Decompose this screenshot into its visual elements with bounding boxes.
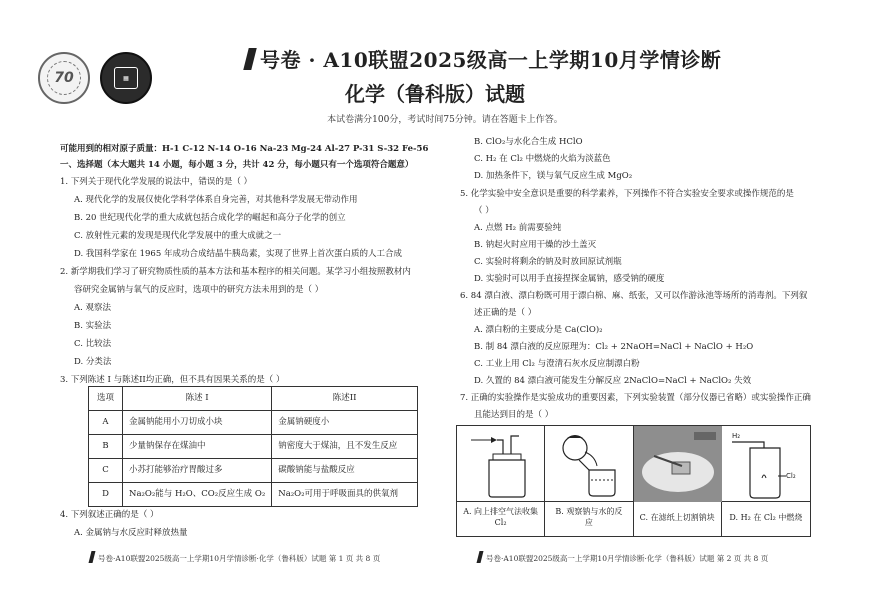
hydrogen-chlorine-burning-figure [722,426,810,502]
question-6-option-b: B. 制 84 漂白液的反应原理为：Cl₂ + 2NaOH=NaCl + NaClO + H₂O [474,342,754,352]
gas-bottle-figure [457,426,544,502]
footer-right: 号卷·A10联盟2025级高一上学期10月学情诊断·化学（鲁科版）试题 第 2 页 共 8 页 [478,551,768,564]
figure-a [457,426,545,536]
figure-c-caption: C. 在滤纸上切割钠块 [639,513,715,522]
table-header-row [89,387,418,411]
table-row [89,411,418,435]
exam-title: 号卷 · A10联盟2025级高一上学期10月学情诊断 [246,44,646,73]
table-header-cell: 选项 [89,387,123,411]
figure-d-caption: D. H₂ 在 Cl₂ 中燃烧 [729,513,803,522]
question-2-option-b: B. 实验法 [74,321,112,331]
table-cell: Na₂O₂能与 H₂O、CO₂反应生成 O₂ [123,483,272,507]
title-text: A10联盟2025级高一上学期10月学情诊断 [323,48,722,72]
footer-brand-mark-icon [477,551,484,563]
question-3-table [88,386,418,507]
brand-name: 号卷 [260,48,301,72]
sodium-cutting-photo [634,426,721,502]
question-1-stem: 1. 下列关于现代化学发展的说法中，错误的是（ ） [60,177,253,187]
table-cell: 小苏打能够治疗胃酸过多 [123,459,272,483]
figure-b [545,426,633,536]
h2-label: H₂ [731,432,740,440]
table-header-cell: 陈述II [272,387,418,411]
question-4-option-c: C. H₂ 在 Cl₂ 中燃烧的火焰为淡蓝色 [474,154,611,164]
question-6-option-a: A. 漂白粉的主要成分是 Ca(ClO)₂ [474,325,603,335]
table-header-cell: 陈述 I [123,387,272,411]
education-seal-logo: ▦ [100,52,152,104]
question-1-option-b: B. 20 世纪现代化学的重大成就包括合成化学的崛起和高分子化学的创立 [74,213,346,223]
table-cell: 钠密度大于煤油，且不发生反应 [272,435,418,459]
question-5-option-c: C. 实验时将剩余的钠及时放回原试剂瓶 [474,257,622,267]
question-7-stem-line2: 且能达到目的是（ ） [474,410,554,420]
exam-subtitle: 化学（鲁科版）试题 [345,82,525,106]
table-cell: 金属钠硬度小 [272,411,418,435]
question-7-figures [456,425,811,537]
figure-b-caption: B. 观察钠与水的反 应 [555,507,623,528]
question-5-stem-line2: （ ） [474,206,494,216]
question-2-stem-line2: 容研究金属钠与氧气的反应时，选项中的研究方法未用到的是（ ） [74,285,324,295]
question-2-option-a: A. 观察法 [74,303,112,313]
question-6-option-d: D. 久置的 84 漂白液可能发生分解反应 2NaClO=NaCl + NaClO₂ 失效 [474,376,752,386]
school-seal-logo: 70 [38,52,90,104]
logo-group [38,52,152,104]
table-row [89,459,418,483]
table-cell: B [89,435,123,459]
table-row [89,483,418,507]
question-5-option-a: A. 点燃 H₂ 前需要验纯 [474,223,562,233]
table-cell: 金属钠能用小刀切成小块 [123,411,272,435]
question-5-stem-line1: 5. 化学实验中安全意识是重要的科学素养，下列操作不符合实验安全要求或操作规范的是 [460,189,794,199]
table-cell: 少量钠保存在煤油中 [123,435,272,459]
cl2-label: Cl₂ [785,472,796,480]
figure-c [634,426,722,536]
atomic-masses: 可能用到的相对原子质量：H-1 C-12 N-14 O-16 Na-23 Mg-24 Al-27 P-31 S-32 Fe-56 [60,144,429,154]
question-6-stem-line2: 述正确的是（ ） [474,308,537,318]
sodium-water-observation-figure [545,426,632,502]
table-cell: A [89,411,123,435]
figure-d [722,426,810,536]
question-7-stem-line1: 7. 正确的实验操作是实验成功的重要因素，下列实验装置（部分仪器已省略）或实验操作正确 [460,393,811,403]
question-4-option-a: A. 金属钠与水反应时释放热量 [74,528,188,538]
question-5-option-b: B. 钠起火时应用干燥的沙土盖灭 [474,240,597,250]
question-3-stem: 3. 下列陈述 I 与陈述II均正确，但不具有因果关系的是（ ） [60,375,285,385]
table-cell: D [89,483,123,507]
question-4-option-d: D. 加热条件下，镁与氧气反应生成 MgO₂ [474,171,633,181]
question-2-option-c: C. 比较法 [74,339,112,349]
question-2-stem-line1: 2. 新学期我们学习了研究物质性质的基本方法和基本程序的相关问题。某学习小组按照教材内 [60,267,411,277]
table-cell: Na₂O₂可用于呼吸面具的供氧剂 [272,483,418,507]
section-heading: 一、选择题（本大题共 14 小题，每小题 3 分，共计 42 分，每小题只有一个选项符合题意） [60,160,414,170]
question-5-option-d: D. 实验时可以用手直接捏探金属钠，感受钠的硬度 [474,274,665,284]
footer-left: 号卷·A10联盟2025级高一上学期10月学情诊断·化学（鲁科版）试题 第 1 页 共 8 页 [90,551,380,564]
footer-brand-mark-icon [89,551,96,563]
brand-mark-icon [243,48,256,70]
figure-a-caption: A. 向上排空气法收集 Cl₂ [463,507,539,528]
question-4-option-b: B. ClO₂与水化合生成 HClO [474,137,583,147]
table-cell: C [89,459,123,483]
question-1-option-c: C. 放射性元素的发现是现代化学发展中的重大成就之一 [74,231,282,241]
question-1-option-d: D. 我国科学家在 1965 年成功合成结晶牛胰岛素，实现了世界上首次蛋白质的人工合成 [74,249,402,259]
question-6-option-c: C. 工业上用 Cl₂ 与澄清石灰水反应制漂白粉 [474,359,640,369]
question-1-option-a: A. 现代化学的发展仅使化学科学体系自身完善，对其他科学发展无带动作用 [74,195,358,205]
question-2-option-d: D. 分类法 [74,357,112,367]
question-6-stem-line1: 6. 84 漂白液、漂白粉既可用于漂白棉、麻、纸张，又可以作游泳池等场所的消毒剂。下列叙 [460,291,808,301]
table-cell: 碳酸钠能与盐酸反应 [272,459,418,483]
question-4-stem: 4. 下列叙述正确的是（ ） [60,510,159,520]
table-row [89,435,418,459]
exam-notice: 本试卷满分100分，考试时间75分钟。请在答题卡上作答。 [327,115,563,125]
